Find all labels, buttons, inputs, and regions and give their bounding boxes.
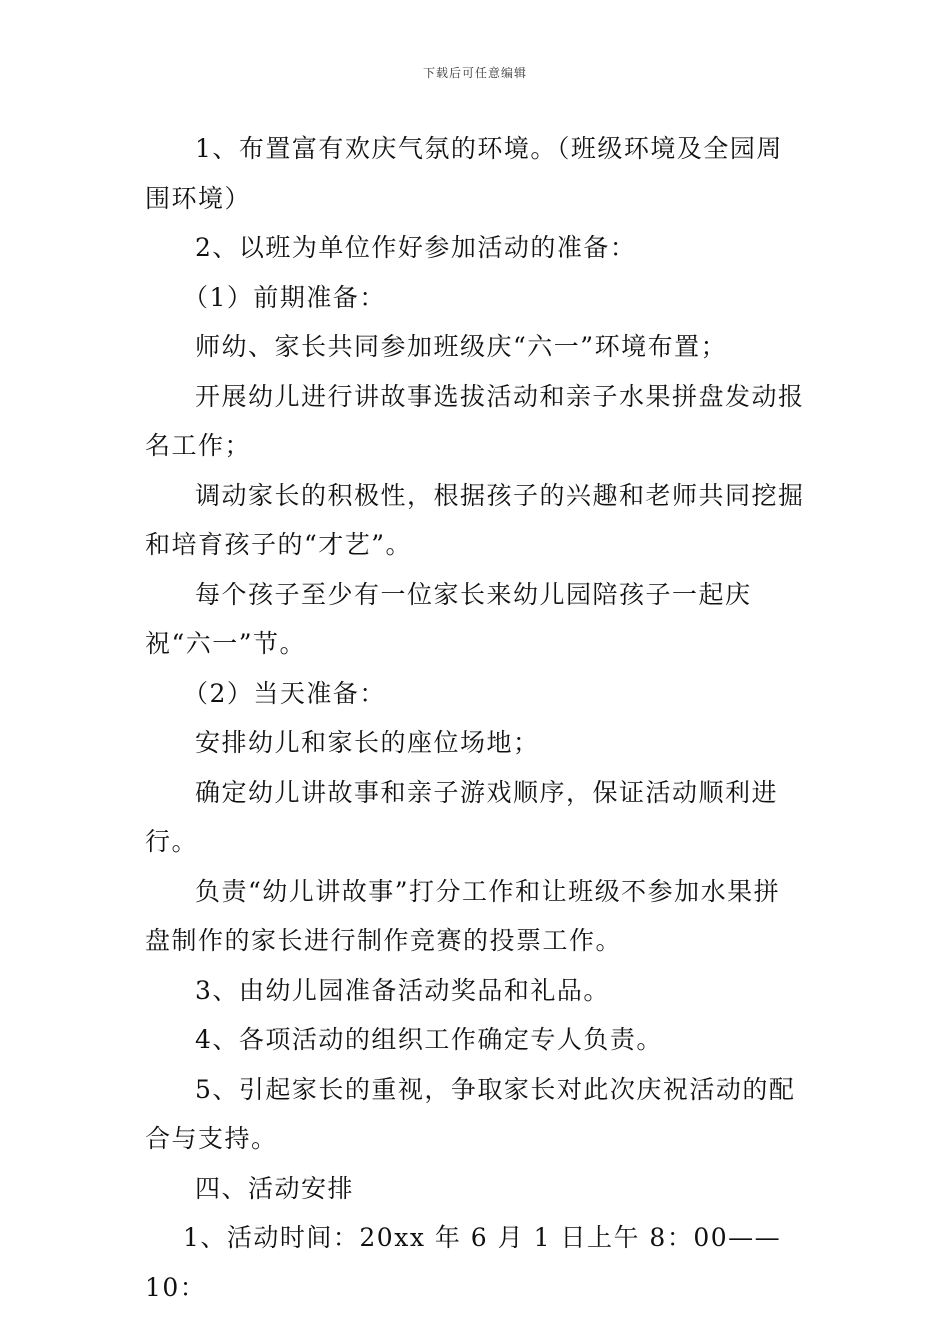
paragraph-parent-support: 5、引起家长的重视，争取家长对此次庆祝活动的配合与支持。 [145, 1074, 796, 1153]
paragraph-same-day-preparation: （2）当天准备： [183, 678, 386, 708]
paragraph-environment: 1、布置富有欢庆气氛的环境。（班级环境及全园周围环境） [145, 134, 783, 213]
document-body [145, 124, 805, 1312]
paragraph-organization: 4、各项活动的组织工作确定专人负责。 [195, 1025, 663, 1054]
paragraph-class-preparation: 2、以班为单位作好参加活动的准备： [195, 233, 637, 262]
paragraph-seating: 安排幼儿和家长的座位场地； [195, 728, 540, 757]
paragraph-early-preparation: （1）前期准备： [183, 282, 386, 312]
paragraph-environment-decoration: 师幼、家长共同参加班级庆“六一”环境布置； [195, 332, 728, 361]
section-heading-activity-arrangement: 四、活动安排 [195, 1173, 355, 1203]
paragraph-parent-attendance: 每个孩子至少有一位家长来幼儿园陪孩子一起庆祝“六一”节。 [145, 579, 752, 658]
paragraph-scoring: 负责“幼儿讲故事”打分工作和让班级不参加水果拼盘制作的家长进行制作竞赛的投票工作。 [145, 876, 781, 955]
paragraph-story-selection: 开展幼儿进行讲故事选拔活动和亲子水果拼盘发动报名工作； [145, 381, 805, 460]
header-note: 下载后可任意编辑 [422, 66, 527, 80]
paragraph-prizes: 3、由幼儿园准备活动奖品和礼品。 [195, 975, 610, 1005]
paragraph-parent-motivation: 调动家长的积极性，根据孩子的兴趣和老师共同挖掘和培育孩子的“才艺”。 [145, 480, 805, 559]
paragraph-activity-time: 1、活动时间：20xx 年 6 月 1 日上午 8：00——10： [145, 1223, 782, 1302]
paragraph-order: 确定幼儿讲故事和亲子游戏顺序，保证活动顺利进行。 [145, 777, 779, 856]
